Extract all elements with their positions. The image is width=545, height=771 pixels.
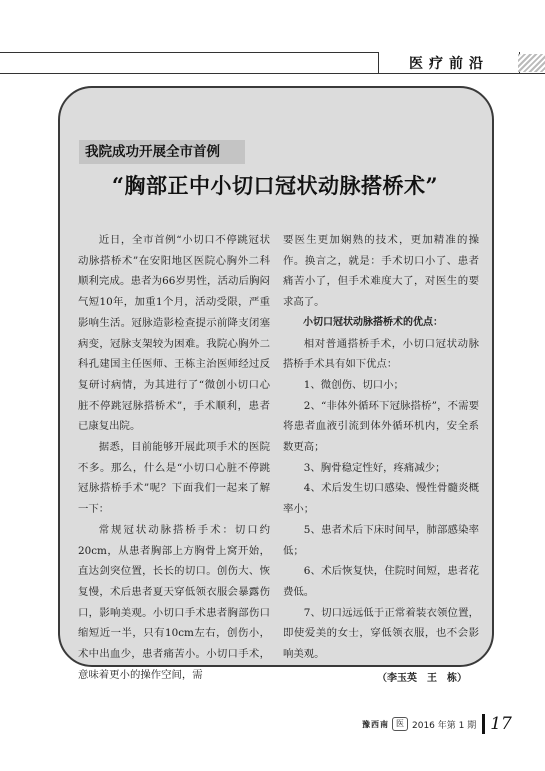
advantage-item: 5、患者术后下床时间早，肺部感染率低； [283, 523, 479, 557]
footer-divider [482, 714, 485, 734]
header-rule-bottom [0, 73, 545, 74]
article-column-right [283, 230, 479, 689]
page-number: 17 [490, 714, 512, 734]
advantage-item: 6、术后恢复快，住院时间短，患者花费低。 [283, 565, 479, 598]
advantages-heading: 小切口冠状动脉搭桥术的优点： [303, 316, 443, 328]
page-footer [362, 713, 512, 735]
issue-label: 2016 年第 1 期 [412, 720, 477, 731]
advantage-item: 2、“非体外循环下冠脉搭桥”，不需要将患者血液引流到体外循环机内，安全系数更高； [283, 399, 479, 454]
advantage-item: 4、术后发生切口感染、慢性骨髓炎概率小； [283, 482, 479, 516]
paragraph: 相对普通搭桥手术，小切口冠状动脉搭桥手术具有如下优点： [283, 337, 479, 371]
section-tab [378, 52, 520, 73]
magazine-logo-icon: 医 [392, 717, 408, 731]
section-label: 医疗前沿 [409, 55, 489, 72]
article-title: “胸部正中小切口冠状动脉搭桥术” [111, 173, 439, 198]
advantage-item: 7、切口远远低于正常着装衣领位置，即使爱美的女士，穿低领衣服，也不会影响美观。 [283, 606, 479, 661]
magazine-name: 豫西南 [362, 719, 389, 729]
paragraph: 要医生更加娴熟的技术，更加精准的操作。换言之，就是：手术切口小了、患者痛苦小了，但手术难度大了，对医生的要求高了。 [283, 234, 479, 309]
header-hatch-decoration [518, 54, 545, 72]
advantage-item: 1、微创伤、切口小； [303, 378, 404, 391]
advantage-item: 3、胸骨稳定性好，疼痛减少； [303, 461, 446, 474]
paragraph: 近日，全市首例“小切口不停跳冠状动脉搭桥术”在安阳地区医院心胸外二科顺利完成。患者为66岁男性，活动后胸闷气短10年，加重1个月，活动受限，严重影响生活。冠脉造影检查提示前降支闭塞病变，冠脉支架较为困难。我院心胸外二科孔建国主任医师、王栋主治医师经过反复研讨病情，为其进行了“微创小切口心脏不停跳冠脉搭桥术”，手术顺利，患者已康复出院。 [78, 234, 270, 433]
author-signature: （李玉英 王 栋） [377, 672, 467, 684]
article-column-left [78, 230, 270, 685]
paragraph: 据悉，目前能够开展此项手术的医院不多。那么，什么是“小切口心脏不停跳冠脉搭桥手术”呢？下面我们一起来了解一下： [78, 441, 270, 516]
article-subtitle: 我院成功开展全市首例 [79, 140, 245, 164]
paragraph: 常规冠状动脉搭桥手术：切口约20cm，从患者胸部上方胸骨上窝开始，直达剑突位置，长长的切口。创伤大、恢复慢，术后患者夏天穿低领衣服会暴露伤口，影响美观。小切口手术患者胸部伤口缩短近一半，只有10cm左右，创伤小，术中出血少，患者痛苦小。小切口手术，意味着更小的操作空间，需 [78, 523, 270, 681]
